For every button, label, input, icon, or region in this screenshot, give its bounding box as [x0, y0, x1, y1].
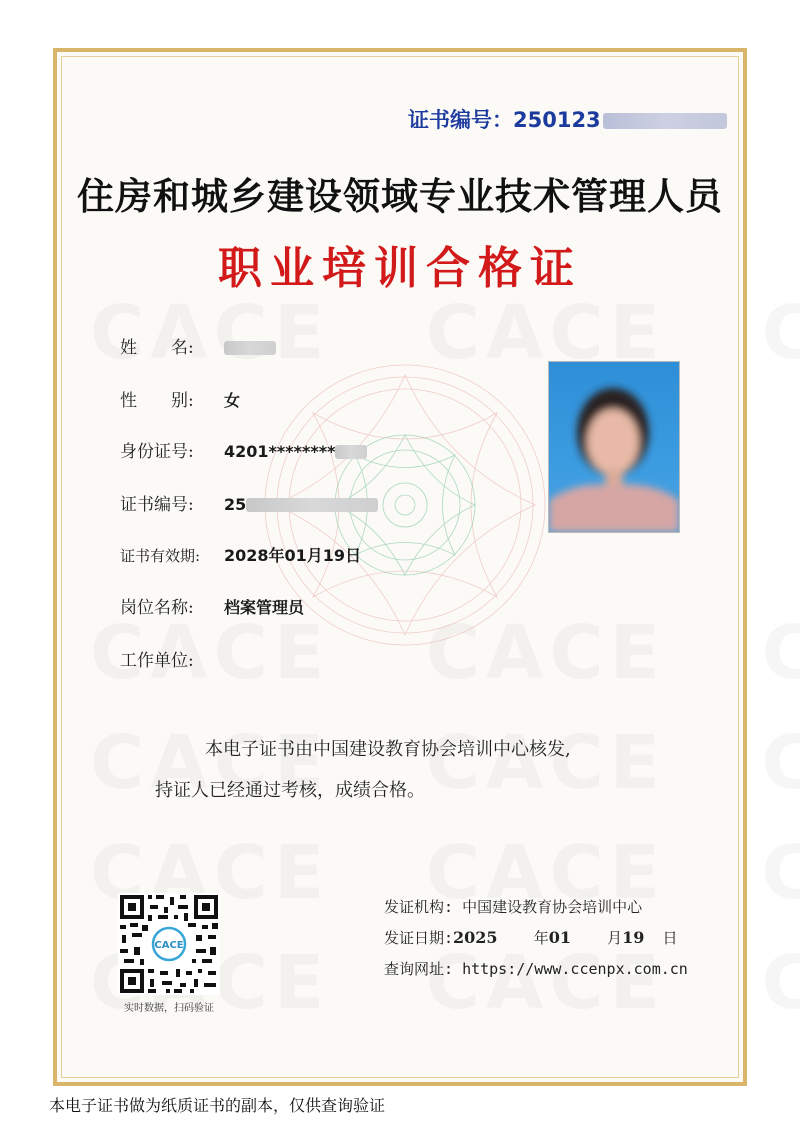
issue-date-label: 发证日期: [384, 929, 454, 947]
redacted-block [246, 498, 378, 512]
issue-date [384, 927, 677, 948]
field-id-number [120, 437, 367, 462]
field-position-label: 岗位名称: [120, 598, 194, 618]
issue-date-month-unit: 月 [607, 929, 623, 947]
holder-photo [548, 361, 680, 533]
issue-date-year-unit: 年 [533, 929, 549, 947]
field-cert-number [120, 490, 378, 515]
footnote: 本电子证书做为纸质证书的副本，仅供查询验证 [49, 1096, 386, 1115]
field-name-label: 姓 名: [120, 338, 194, 358]
issuer-org-label: 发证机构: [384, 898, 454, 916]
field-cert-value: 25 [224, 495, 247, 514]
issue-date-month: 01 [548, 928, 571, 947]
certificate-title: 住房和城乡建设领域专业技术管理人员 [77, 175, 723, 218]
issuer-org-value: 中国建设教育协会培训中心 [462, 898, 643, 916]
field-name [120, 333, 276, 358]
query-url [384, 958, 688, 979]
field-employer-label: 工作单位: [120, 651, 194, 671]
field-valid-until [120, 543, 361, 566]
field-gender-value: 女 [224, 391, 241, 410]
field-id-label: 身份证号: [120, 442, 194, 462]
statement-line-1: 本电子证书由中国建设教育协会培训中心核发, [205, 739, 571, 760]
field-id-value: 4201******** [224, 442, 336, 461]
redacted-block [603, 113, 727, 129]
field-gender [120, 386, 240, 411]
blurred-portrait-icon [549, 362, 679, 532]
field-valid-label: 证书有效期: [120, 547, 201, 565]
issuer-org [384, 896, 642, 917]
redacted-block [335, 445, 367, 459]
redacted-block [224, 341, 276, 355]
query-url-link[interactable]: https://www.ccenpx.com.cn [462, 960, 688, 978]
certificate-number-header [408, 104, 727, 134]
field-position [120, 593, 304, 618]
query-url-label: 查询网址: [384, 960, 454, 978]
certificate-number-label: 证书编号： [408, 108, 513, 132]
field-employer [120, 646, 232, 671]
statement-line-2: 持证人已经通过考核，成绩合格。 [155, 780, 425, 801]
qr-caption: 实时数据，扫码验证 [124, 1003, 214, 1014]
issue-date-year: 2025 [453, 928, 498, 947]
field-position-value: 档案管理员 [224, 598, 305, 617]
field-cert-label: 证书编号: [120, 495, 194, 515]
field-valid-value: 2028年01月19日 [224, 546, 362, 565]
qr-logo-text: CACE [154, 940, 184, 951]
issue-date-day-unit: 日 [662, 929, 678, 947]
issue-date-day: 19 [622, 928, 645, 947]
field-gender-label: 性 别: [120, 391, 194, 411]
certificate-number-value: 250123 [513, 108, 601, 132]
verification-qr-code[interactable] [118, 893, 220, 995]
certificate-subtitle: 职业培训合格证 [218, 243, 582, 294]
